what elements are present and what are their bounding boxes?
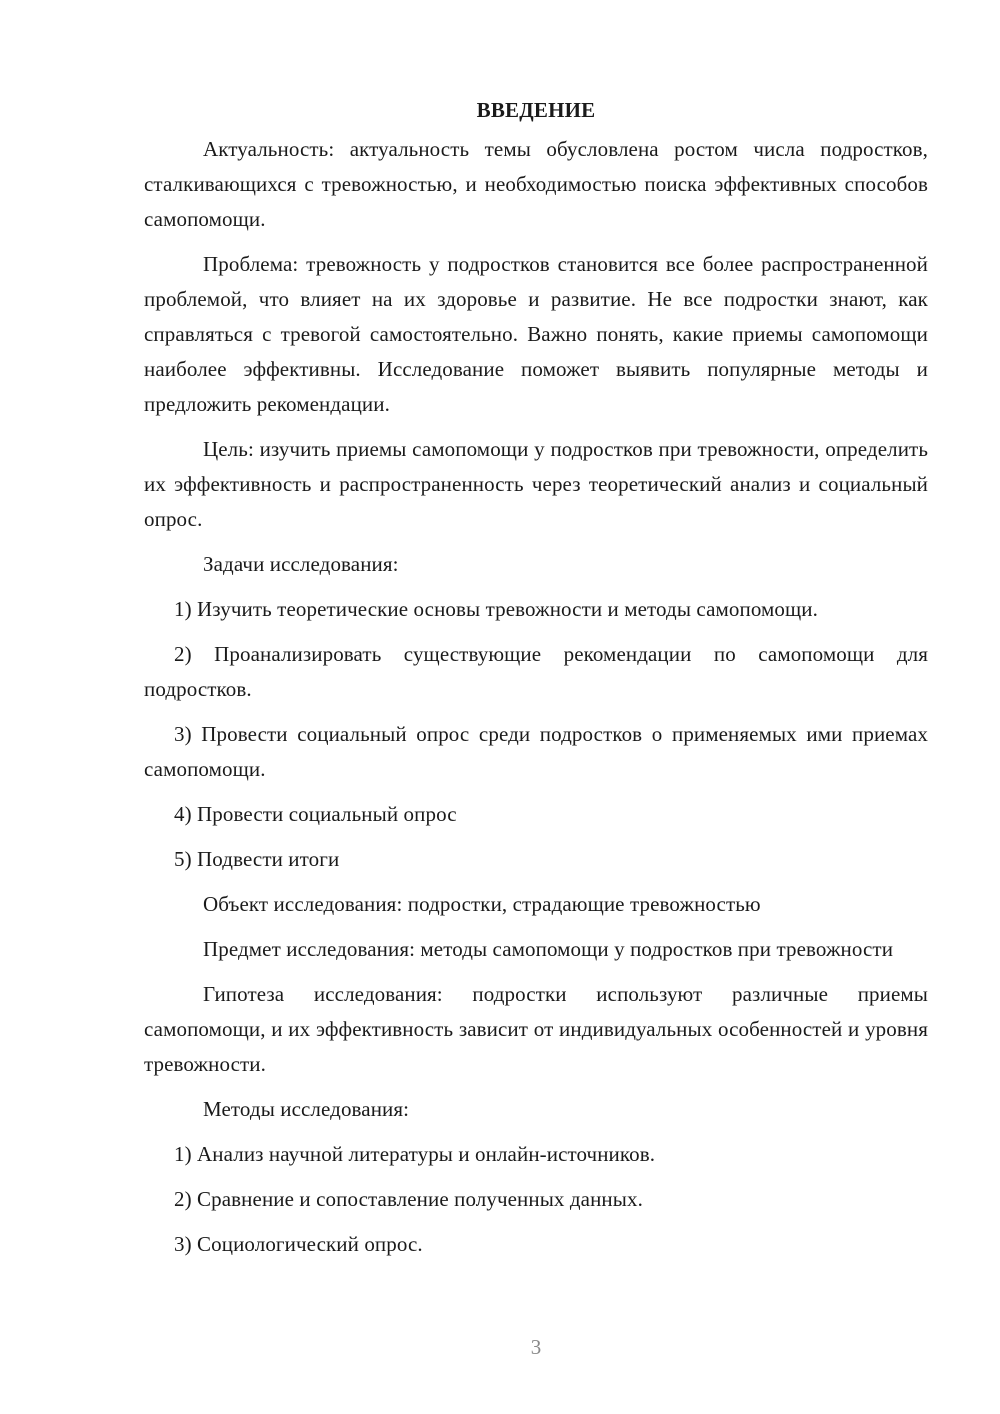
paragraph-relevance: Актуальность: актуальность темы обусловлена ростом числа подростков, сталкивающихся с тревожностью, и необходимостью поиска эффективных способов самопомощи.	[144, 137, 928, 231]
task-item: 3) Провести социальный опрос среди подростков о применяемых ими приемах самопомощи.	[144, 722, 928, 781]
paragraph-subject: Предмет исследования: методы самопомощи у подростков при тревожности	[203, 937, 894, 961]
method-item: 3) Социологический опрос.	[174, 1232, 423, 1256]
document-page	[144, 88, 928, 1272]
task-item: 1) Изучить теоретические основы тревожности и методы самопомощи.	[174, 597, 818, 621]
section-heading: ВВЕДЕНИЕ	[476, 98, 596, 122]
task-item: 4) Провести социальный опрос	[174, 802, 457, 826]
paragraph-object: Объект исследования: подростки, страдающие тревожностью	[203, 892, 761, 916]
paragraph-problem: Проблема: тревожность у подростков становится все более распространенной проблемой, что влияет на их здоровье и развитие. Не все подростки знают, как справляться с тревогой самостоятельно. Важно понять, какие приемы самопомощи наиболее эффективны. Исследование поможет выявить популярные методы и предложить рекомендации.	[144, 252, 928, 416]
method-item: 1) Анализ научной литературы и онлайн-источников.	[174, 1142, 656, 1166]
page-number: 3	[530, 1335, 542, 1359]
task-item: 5) Подвести итоги	[174, 847, 340, 871]
methods-title: Методы исследования:	[203, 1097, 410, 1121]
tasks-title: Задачи исследования:	[203, 552, 399, 576]
paragraph-hypothesis: Гипотеза исследования: подростки используют различные приемы самопомощи, и их эффективность зависит от индивидуальных особенностей и уровня тревожности.	[144, 982, 928, 1076]
method-item: 2) Сравнение и сопоставление полученных данных.	[174, 1187, 643, 1211]
task-item: 2) Проанализировать существующие рекомендации по самопомощи для подростков.	[144, 642, 928, 701]
paragraph-goal: Цель: изучить приемы самопомощи у подростков при тревожности, определить их эффективность и распространенность через теоретический анализ и социальный опрос.	[144, 437, 928, 531]
